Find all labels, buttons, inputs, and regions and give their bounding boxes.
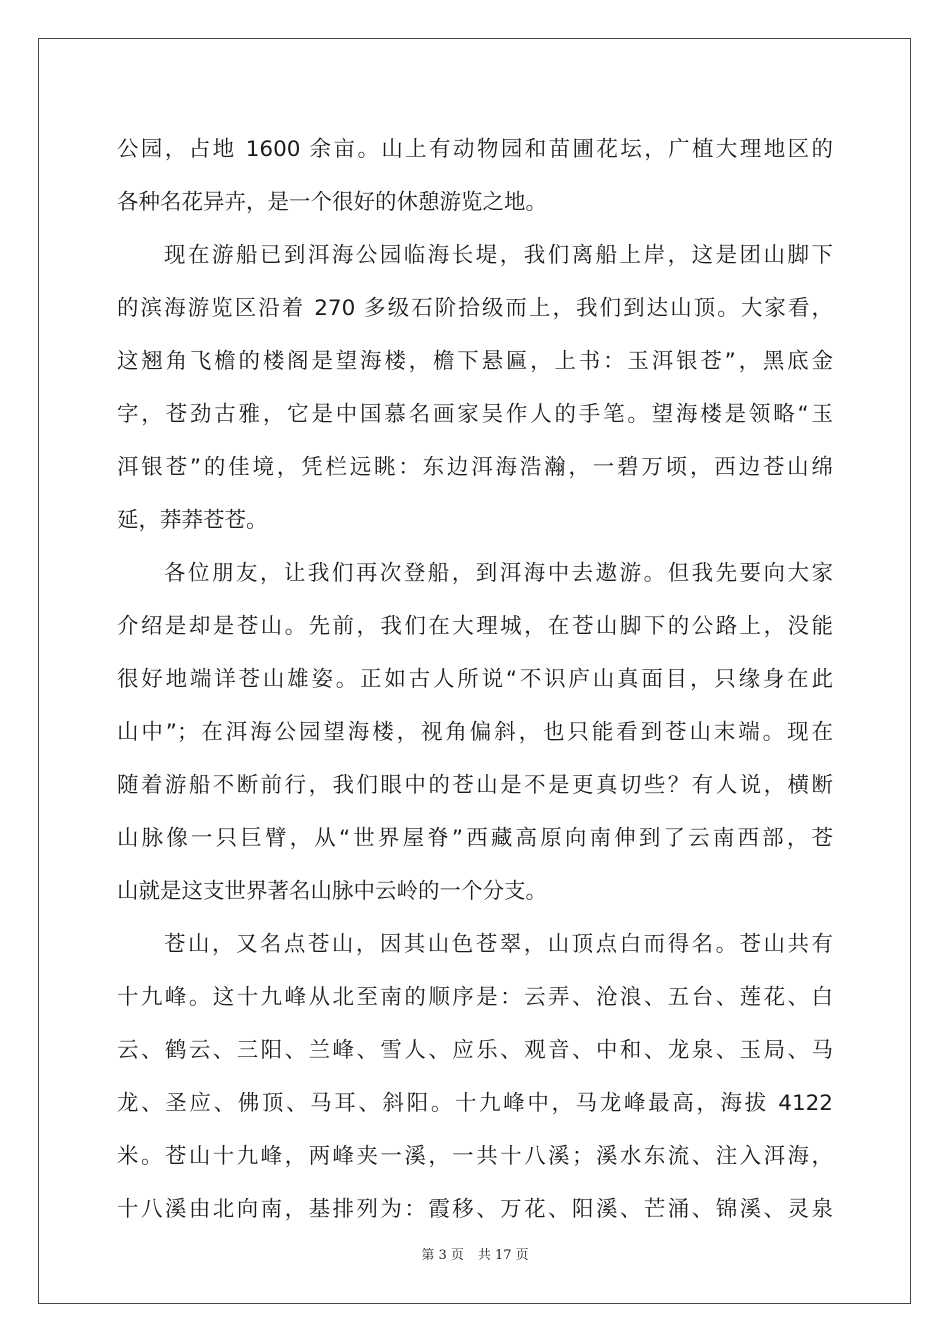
document-body [117, 128, 833, 1241]
text-line: 这翘角飞檐的楼阁是望海楼，檐下悬匾，上书：玉洱银苍”，黑底金 [117, 349, 833, 374]
text-line: 各位朋友，让我们再次登船，到洱海中去遨游。但我先要向大家 [164, 561, 833, 586]
text-line: 龙、圣应、佛顶、马耳、斜阳。十九峰中，马龙峰最高，海拔 4122 [117, 1091, 833, 1116]
text-line: 山就是这支世界著名山脉中云岭的一个分支。 [117, 879, 548, 904]
text-line: 字，苍劲古雅，它是中国慕名画家吴作人的手笔。望海楼是领略“玉 [117, 402, 833, 427]
page-footer [0, 1244, 950, 1263]
text-line: 十九峰。这十九峰从北至南的顺序是：云弄、沧浪、五台、莲花、白 [117, 985, 833, 1010]
text-line: 十八溪由北向南，基排列为：霞移、万花、阳溪、芒涌、锦溪、灵泉 [117, 1197, 833, 1222]
page-total: 共 17 页 [477, 1248, 529, 1263]
text-line: 米。苍山十九峰，两峰夹一溪，一共十八溪；溪水东流、注入洱海， [117, 1144, 833, 1169]
text-line: 山脉像一只巨臂，从“世界屋脊”西藏高原向南伸到了云南西部，苍 [117, 826, 833, 851]
text-line: 介绍是却是苍山。先前，我们在大理城，在苍山脚下的公路上，没能 [117, 614, 833, 639]
text-line: 云、鹤云、三阳、兰峰、雪人、应乐、观音、中和、龙泉、玉局、马 [117, 1038, 833, 1063]
text-line: 很好地端详苍山雄姿。正如古人所说“不识庐山真面目，只缘身在此 [117, 667, 833, 692]
page-number: 第 3 页 [421, 1248, 464, 1263]
text-line: 苍山，又名点苍山，因其山色苍翠，山顶点白而得名。苍山共有 [164, 932, 833, 957]
text-line: 的滨海游览区沿着 270 多级石阶拾级而上，我们到达山顶。大家看， [117, 296, 833, 321]
text-line: 洱银苍”的佳境，凭栏远眺：东边洱海浩瀚，一碧万顷，西边苍山绵 [117, 455, 833, 480]
text-line: 各种名花异卉，是一个很好的休憩游览之地。 [117, 190, 548, 215]
text-line: 随着游船不断前行，我们眼中的苍山是不是更真切些？有人说，横断 [117, 773, 833, 798]
text-line: 延，莽莽苍苍。 [117, 508, 268, 533]
text-line: 现在游船已到洱海公园临海长堤，我们离船上岸，这是团山脚下 [164, 243, 833, 268]
text-line: 公园，占地 1600 余亩。山上有动物园和苗圃花坛，广植大理地区的 [117, 137, 833, 162]
text-line: 山中”；在洱海公园望海楼，视角偏斜，也只能看到苍山末端。现在 [117, 720, 833, 745]
